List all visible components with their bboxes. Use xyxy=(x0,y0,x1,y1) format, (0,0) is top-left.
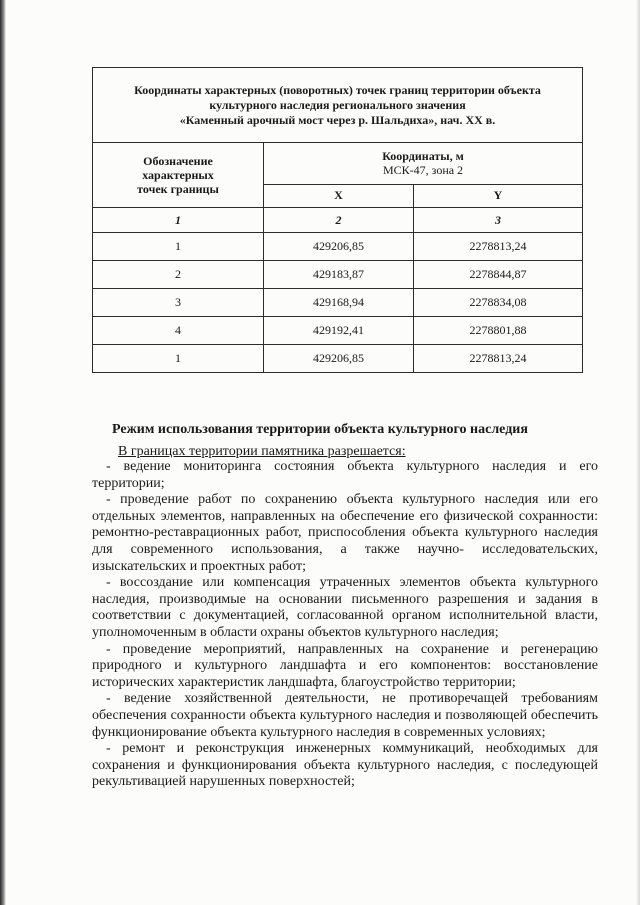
coordinates-header-title: Координаты, м xyxy=(382,149,464,164)
table-title-line: Координаты характерных (поворотных) точек границ территории объекта xyxy=(134,82,541,97)
list-item: - воссоздание или компенсация утраченных элементов объекта культурного наследия, производимые на основании письменного разрешения и задания в соответствии с документацией, согласованной органом исполнительной власти, уполномоченным в области охраны объектов культурного наследия; xyxy=(92,575,598,640)
scan-shadow-left xyxy=(0,0,6,905)
point-cell: 3 xyxy=(93,289,264,317)
point-cell: 1 xyxy=(93,233,264,261)
y-cell: 2278844,87 xyxy=(414,261,583,289)
coordinates-table xyxy=(92,67,583,373)
list-item: - проведение работ по сохранению объекта культурного наследия или его отдельных элементов, направленных на обеспечение его физической сохранности: ремонтно-реставрационных работ, приспособления объекта культурного наследия для современного использования, а также научно- исследовательских, изыскательских и проектных работ; xyxy=(92,492,598,574)
list-item: - ведение хозяйственной деятельности, не противоречащей требованиям обеспечения сохранности объекта культурного наследия и позволяющей обеспечить функционирование объекта культурного наследия в современных условиях; xyxy=(92,691,598,740)
permitted-list xyxy=(92,459,598,791)
x-cell: 429168,94 xyxy=(264,289,414,317)
y-cell: 2278813,24 xyxy=(414,345,583,373)
x-column-header: X xyxy=(264,184,414,207)
y-cell: 2278834,08 xyxy=(414,289,583,317)
coordinates-header-system: МСК-47, зона 2 xyxy=(382,163,464,178)
y-cell: 2278801,88 xyxy=(414,317,583,345)
table-row xyxy=(93,233,583,261)
table-title-line: «Каменный арочный мост через р. Шальдиха», нач. XX в. xyxy=(179,112,496,127)
section-title: Режим использования территории объекта культурного наследия xyxy=(112,422,528,437)
point-cell: 1 xyxy=(93,345,264,373)
list-item: - ремонт и реконструкция инженерных коммуникаций, необходимых для сохранения и функционирования объекта культурного наследия, с последующей рекультивацией нарушенных поверхностей; xyxy=(92,741,598,790)
column-number: 2 xyxy=(264,208,414,233)
x-cell: 429183,87 xyxy=(264,261,414,289)
point-cell: 2 xyxy=(93,261,264,289)
table-row xyxy=(93,289,583,317)
column-number: 1 xyxy=(93,208,264,233)
scan-shadow-right xyxy=(636,0,640,905)
table-title xyxy=(93,68,583,143)
list-item: - ведение мониторинга состояния объекта культурного наследия и его территории; xyxy=(92,459,598,491)
table-row xyxy=(93,317,583,345)
x-cell: 429206,85 xyxy=(264,345,414,373)
permitted-intro: В границах территории памятника разрешается: xyxy=(118,444,406,459)
list-item: - проведение мероприятий, направленных на сохранение и регенерацию природного и культурного ландшафта и его компонентов: восстановление исторических характеристик ландшафта, благоустройство территории; xyxy=(92,641,598,690)
column-number-row xyxy=(93,208,583,233)
y-column-header: Y xyxy=(414,184,583,207)
x-cell: 429206,85 xyxy=(264,233,414,261)
coordinates-header xyxy=(264,143,583,185)
table-row xyxy=(93,261,583,289)
point-cell: 4 xyxy=(93,317,264,345)
point-column-header: Обозначение характерных точек границы xyxy=(93,143,264,208)
column-number: 3 xyxy=(414,208,583,233)
x-cell: 429192,41 xyxy=(264,317,414,345)
table-row xyxy=(93,345,583,373)
table-title-line: культурного наследия регионального значения xyxy=(209,97,466,112)
y-cell: 2278813,24 xyxy=(414,233,583,261)
